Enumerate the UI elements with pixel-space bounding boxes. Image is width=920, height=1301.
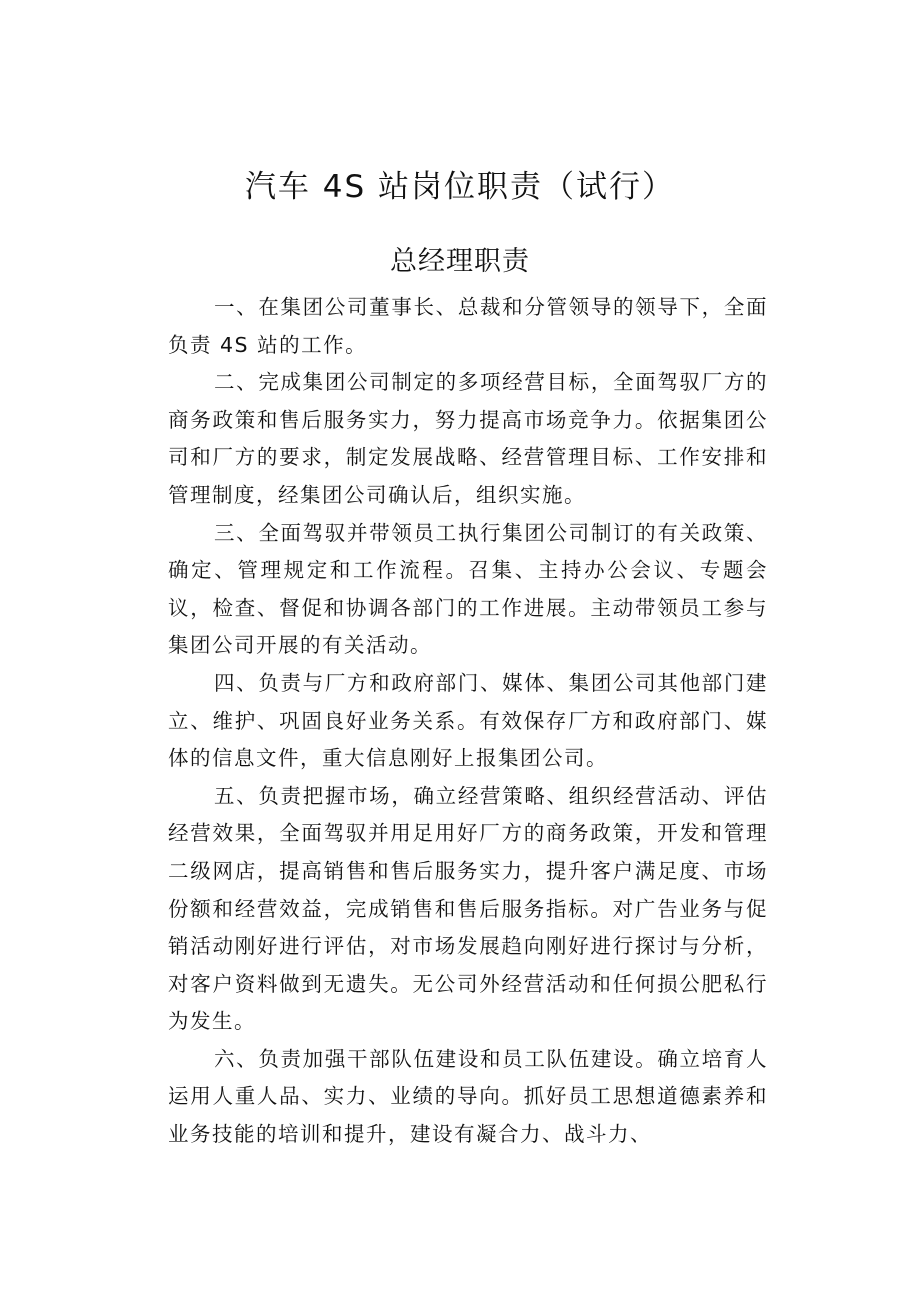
paragraph-5: 五、负责把握市场，确立经营策略、组织经营活动、评估经营效果，全面驾驭并用足用好厂方的商务政策，开发和管理二级网店，提高销售和售后服务实力，提升客户满足度、市场份额和经营效益，完成销售和售后服务指标。对广告业务与促销活动刚好进行评估，对市场发展趋向刚好进行探讨与分析，对客户资料做到无遗失。无公司外经营活动和任何损公肥私行为发生。 [168,783,768,1034]
document-body [168,289,768,1154]
paragraph-3: 三、全面驾驭并带领员工执行集团公司制订的有关政策、确定、管理规定和工作流程。召集、主持办公会议、专题会议，检查、督促和协调各部门的工作进展。主动带领员工参与集团公司开展的有关活动。 [168,520,768,658]
paragraph-2: 二、完成集团公司制定的多项经营目标，全面驾驭厂方的商务政策和售后服务实力，努力提高市场竞争力。依据集团公司和厂方的要求，制定发展战略、经营管理目标、工作安排和管理制度，经集团公司确认后，组织实施。 [168,370,768,507]
paragraph-6: 六、负责加强干部队伍建设和员工队伍建设。确立培育人运用人重人品、实力、业绩的导向。抓好员工思想道德素养和业务技能的培训和提升，建设有凝合力、战斗力、 [168,1046,768,1147]
paragraph-4: 四、负责与厂方和政府部门、媒体、集团公司其他部门建立、维护、巩固良好业务关系。有效保存厂方和政府部门、媒体的信息文件，重大信息刚好上报集团公司。 [168,670,768,771]
document-title: 汽车 4S 站岗位职责（试行） [244,169,676,205]
paragraph-1: 一、在集团公司董事长、总裁和分管领导的领导下，全面负责 4S 站的工作。 [168,295,768,357]
section-title: 总经理职责 [390,246,530,277]
